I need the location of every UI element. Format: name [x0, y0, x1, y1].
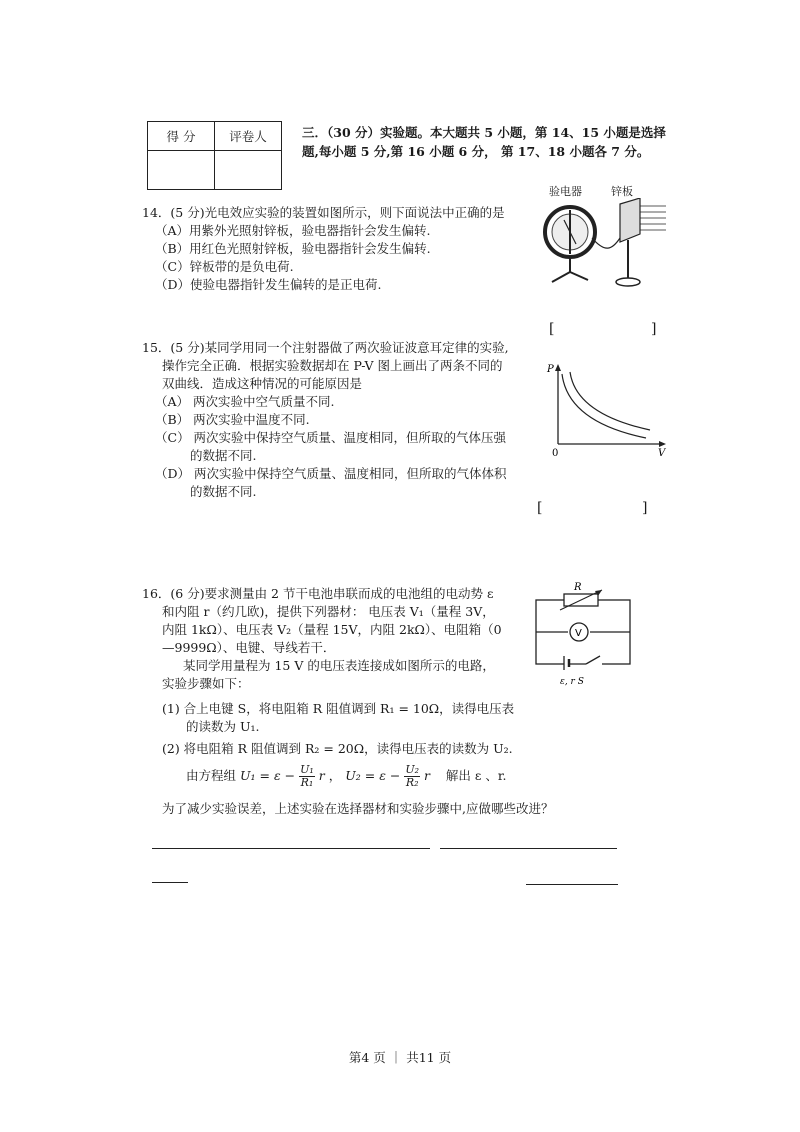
eq2-left: U₂ = ε − [345, 768, 401, 783]
origin-label: 0 [552, 448, 559, 458]
electroscope-label: 验电器 [549, 185, 582, 198]
p-axis-label: P [547, 364, 554, 375]
pv-graph [546, 362, 668, 458]
answer-line-1 [152, 848, 430, 849]
q15-option-c: （C） 两次实验中保持空气质量、温度相同，但所取的气体压强 [155, 430, 507, 445]
q14-stem: 14．(5 分)光电效应实验的装置如图所示，则下面说法中正确的是 [142, 205, 505, 220]
q14-option-c: （C）锌板带的是负电荷. [155, 259, 294, 274]
eq1-left: U₁ = ε − [240, 768, 296, 783]
q14-option-b: （B）用红色光照射锌板，验电器指针会发生偏转. [155, 241, 431, 256]
q15-option-d: （D） 两次实验中保持空气质量、温度相同，但所取的气体体积 [155, 466, 507, 481]
section-heading-line1: 三．（30 分）实验题。本大题共 5 小题，第 14、15 小题是选择 [302, 125, 666, 140]
answer-line-4 [526, 884, 618, 885]
zinc-plate-label: 锌板 [611, 185, 633, 198]
q14-answer-bracket-right: ] [651, 321, 657, 337]
q15-answer-bracket-right: ] [642, 500, 648, 516]
photoelectric-apparatus-figure [540, 198, 670, 290]
section-heading-line2: 题,每小题 5 分,第 16 小题 6 分， 第 17、18 小题各 7 分。 [302, 144, 650, 159]
eq2-numerator: U₂ [405, 763, 420, 776]
answer-line-3 [152, 882, 188, 883]
q15-option-d-cont: 的数据不同. [190, 484, 257, 499]
q15-stem-line1: 15．(5 分)某同学用同一个注射器做了两次验证波意耳定律的实验, [142, 340, 509, 355]
q14-option-a: （A）用紫外光照射锌板，验电器指针会发生偏转. [155, 223, 431, 238]
answer-line-2 [440, 848, 617, 849]
q16-step1-cont: 的读数为 U₁. [186, 719, 260, 734]
equation-prefix: 由方程组 [186, 768, 237, 783]
q16-stem-line1: 16．(6 分)要求测量由 2 节干电池串联而成的电池组的电动势 ε [142, 586, 494, 601]
eq2-fraction [404, 764, 420, 789]
eq-separator: ， [328, 768, 342, 783]
q16-question: 为了减少实验误差，上述实验在选择器材和实验步骤中,应做哪些改进？ [162, 801, 554, 816]
page-footer: 第4 页 ｜ 共11 页 [348, 1050, 452, 1065]
eq1-numerator: U₁ [300, 763, 314, 776]
q15-stem-line3: 双曲线．造成这种情况的可能原因是 [162, 376, 363, 391]
v-axis-label: V [658, 448, 666, 458]
q16-step2: (2) 将电阻箱 R 阻值调到 R₂ = 20Ω，读得电压表的读数为 U₂. [162, 741, 513, 756]
score-table [147, 121, 282, 190]
q16-stem-line5: 某同学用量程为 15 V 的电压表连接成如图所示的电路， [183, 658, 495, 673]
eq1-r: r [318, 768, 325, 783]
q16-stem-line3: 内阻 1kΩ）、电压表 V₂（量程 15V，内阻 2kΩ）、电阻箱（0 [162, 622, 502, 637]
q14-option-d: （D）使验电器指针发生偏转的是正电荷. [155, 277, 382, 292]
eq1-denominator: R₁ [300, 776, 314, 789]
grader-header: 评卷人 [215, 122, 282, 151]
score-cell [148, 151, 215, 190]
q15-option-b: （B） 两次实验中温度不同. [155, 412, 310, 427]
q15-stem-line2: 操作完全正确．根据实验数据却在 P-V 图上画出了两条不同的 [162, 358, 503, 373]
q16-equation-line [186, 760, 506, 792]
score-header: 得 分 [148, 122, 215, 151]
voltmeter-symbol: V [575, 628, 582, 639]
grader-cell [215, 151, 282, 190]
q16-stem-line6: 实验步骤如下： [162, 676, 250, 691]
eq2-denominator: R₂ [405, 776, 419, 789]
q15-option-a: （A） 两次实验中空气质量不同. [155, 394, 335, 409]
resistor-label: R [574, 582, 582, 593]
q16-stem-line4: —9999Ω）、电键、导线若干． [162, 640, 336, 655]
solve-text: 解出 ε 、r. [445, 768, 507, 783]
circuit-diagram [528, 580, 638, 690]
q15-option-c-cont: 的数据不同. [190, 448, 257, 463]
q16-step1: (1) 合上电键 S，将电阻箱 R 阻值调到 R₁ = 10Ω，读得电压表 [162, 701, 515, 716]
battery-switch-label: ε, r S [560, 677, 584, 687]
eq2-r: r [424, 768, 431, 783]
q14-answer-bracket-left: [ [549, 321, 555, 337]
q16-stem-line2: 和内阻 r（约几欧)，提供下列器材： 电压表 V₁（量程 3V， [162, 604, 495, 619]
q15-answer-bracket-left: [ [537, 500, 543, 516]
eq1-fraction [299, 764, 315, 789]
